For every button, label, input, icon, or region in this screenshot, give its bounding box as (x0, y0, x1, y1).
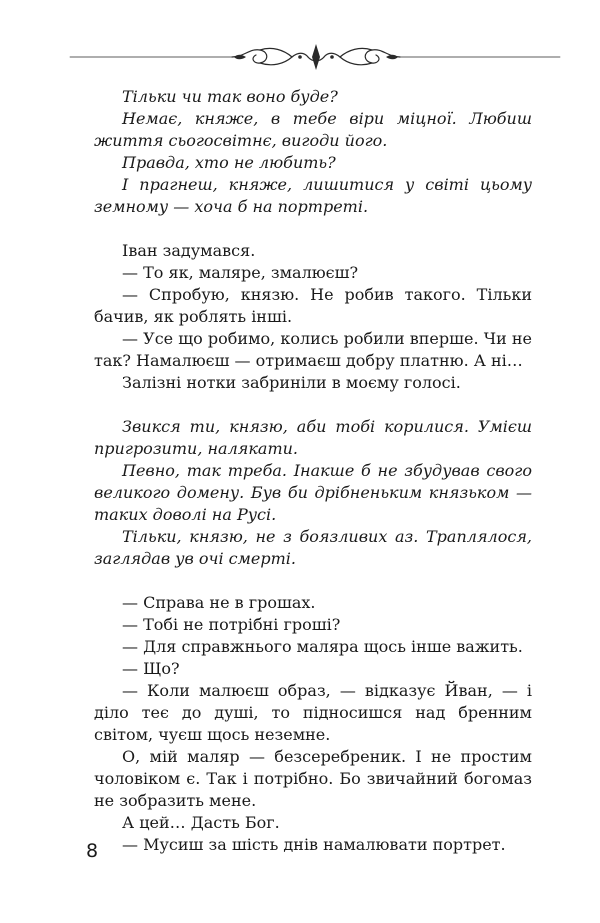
paragraph: Залізні нотки забриніли в моєму голосі. (122, 373, 461, 392)
paragraph: — Що? (122, 659, 180, 678)
paragraph: А цей… Дасть Бог. (122, 813, 280, 832)
paragraph: — Тобі не потрібні гроші? (122, 615, 341, 634)
paragraph: — То як, маляре, змалюєш? (122, 263, 359, 282)
paragraph: — Для справжнього маляра щось інше важить. (122, 637, 523, 656)
paragraph: Іван задумався. (122, 241, 256, 260)
page-number: 8 (86, 840, 99, 862)
paragraph: Тільки чи так воно буде? (122, 87, 338, 106)
paragraph: І прагнеш, княже, лишитися у світі цьому земному — хоча б на портреті. (94, 175, 532, 216)
paragraph: Звикся ти, князю, аби тобі корилися. Умієш пригрозити, налякати. (94, 417, 532, 458)
paragraph: — Усе що робимо, колись робили вперше. Чи не так? Намалюєш — отримаєш добру платню. А ні… (94, 329, 532, 370)
paragraph: — Мусиш за шість днів намалювати портрет. (122, 835, 506, 854)
paragraph: Немає, княже, в тебе віри міцної. Любиш життя сьогосвітнє, вигоди його. (94, 109, 532, 150)
header-ornament-icon (0, 30, 600, 80)
paragraph: О, мій маляр — безсеребреник. І не простим чоловіком є. Так і потрібно. Бо звичайний богомаз не зобразить мене. (94, 747, 532, 810)
paragraph: — Справа не в грошах. (122, 593, 316, 612)
page-body (94, 86, 532, 856)
paragraph: Певно, так треба. Інакше б не збудував свого великого домену. Був би дрібненьким князьком — таких доволі на Русі. (94, 461, 532, 524)
paragraph: Тільки, князю, не з боязливих аз. Траплялося, заглядав ув очі смерті. (94, 527, 532, 568)
paragraph: — Коли малюєш образ, — відказує Йван, — і діло теє до душі, то підносишся над бренним світом, чуєш щось неземне. (94, 681, 532, 744)
paragraph: — Спробую, князю. Не робив такого. Тільки бачив, як роблять інші. (94, 285, 532, 326)
paragraph: Правда, хто не любить? (122, 153, 336, 172)
